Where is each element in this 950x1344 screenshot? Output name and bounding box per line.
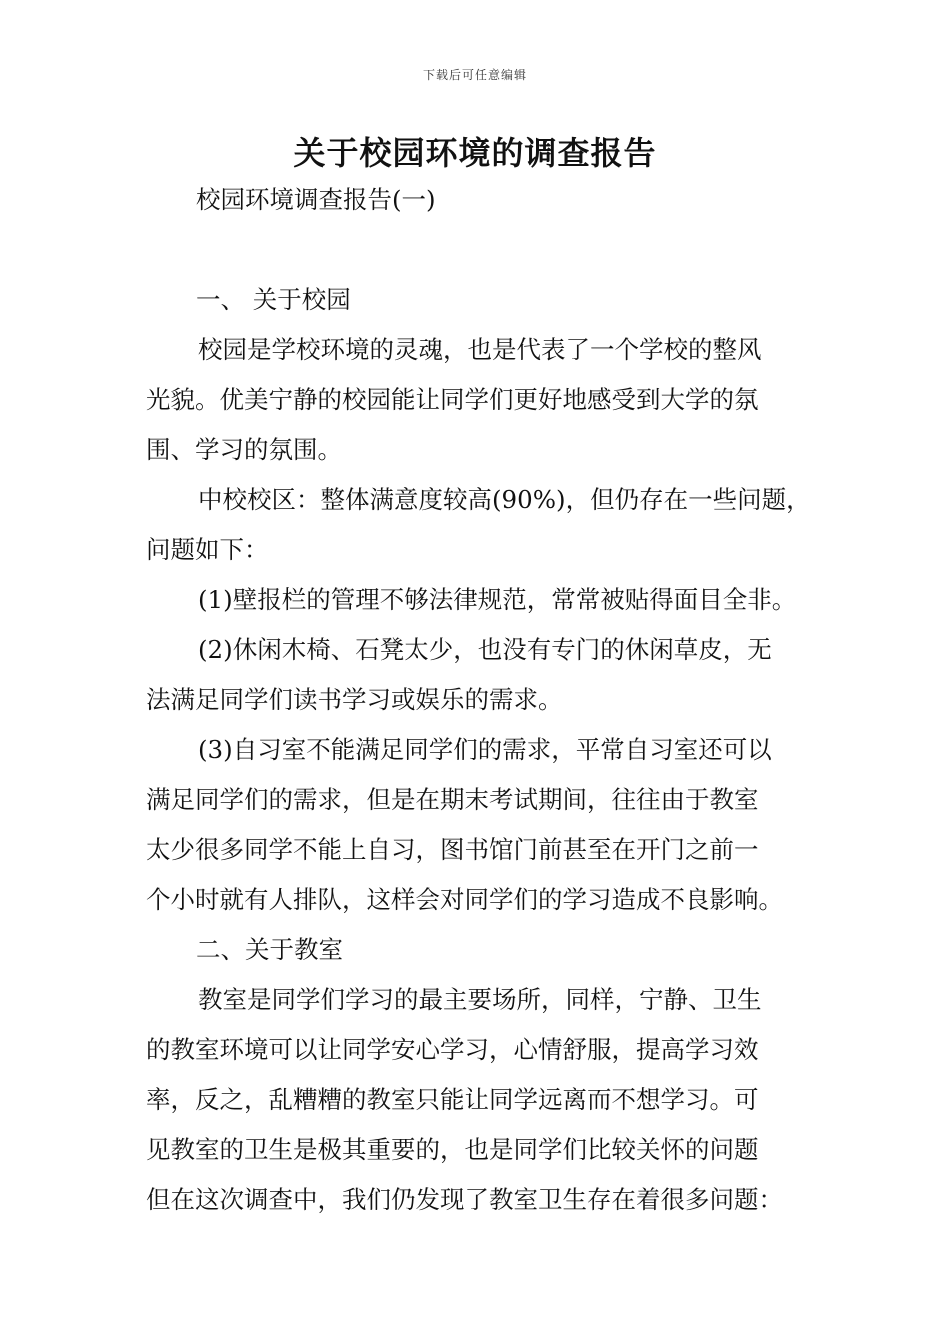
list-item-2: (2)休闲木椅、石凳太少，也没有专门的休闲草皮，无	[198, 635, 772, 664]
paragraph-line: 见教室的卫生是极其重要的，也是同学们比较关怀的问题	[146, 1135, 759, 1164]
paragraph-line: 问题如下：	[146, 535, 269, 564]
subtitle: 校园环境调查报告(一)	[196, 185, 436, 214]
paragraph-line: 个小时就有人排队，这样会对同学们的学习造成不良影响。	[146, 885, 783, 914]
paragraph-line: 太少很多同学不能上自习，图书馆门前甚至在开门之前一	[146, 835, 759, 864]
header-note: 下载后可任意编辑	[422, 68, 527, 82]
paragraph-line: 满足同学们的需求，但是在期末考试期间，往往由于教室	[146, 785, 759, 814]
list-item-1: (1)壁报栏的管理不够法律规范，常常被贴得面目全非。	[198, 585, 797, 614]
section-heading-classroom: 二、关于教室	[196, 935, 343, 964]
section-heading-campus: 一、 关于校园	[196, 285, 351, 314]
paragraph-line: 率，反之，乱糟糟的教室只能让同学远离而不想学习。可	[146, 1085, 759, 1114]
paragraph-line: 法满足同学们读书学习或娱乐的需求。	[146, 685, 563, 714]
paragraph-line: 但在这次调查中，我们仍发现了教室卫生存在着很多问题：	[146, 1185, 783, 1214]
document-title: 关于校园环境的调查报告	[293, 134, 657, 172]
paragraph-line: 中校校区：整体满意度较高(90%)，但仍存在一些问题，	[198, 485, 811, 514]
paragraph-line: 围、学习的氛围。	[146, 435, 342, 464]
paragraph-line: 校园是学校环境的灵魂，也是代表了一个学校的整风	[198, 335, 762, 364]
paragraph-line: 教室是同学们学习的最主要场所，同样，宁静、卫生	[198, 985, 762, 1014]
paragraph-line: 的教室环境可以让同学安心学习，心情舒服，提高学习效	[146, 1035, 759, 1064]
paragraph-line: 光貌。优美宁静的校园能让同学们更好地感受到大学的氛	[146, 385, 759, 414]
list-item-3: (3)自习室不能满足同学们的需求，平常自习室还可以	[198, 735, 772, 764]
